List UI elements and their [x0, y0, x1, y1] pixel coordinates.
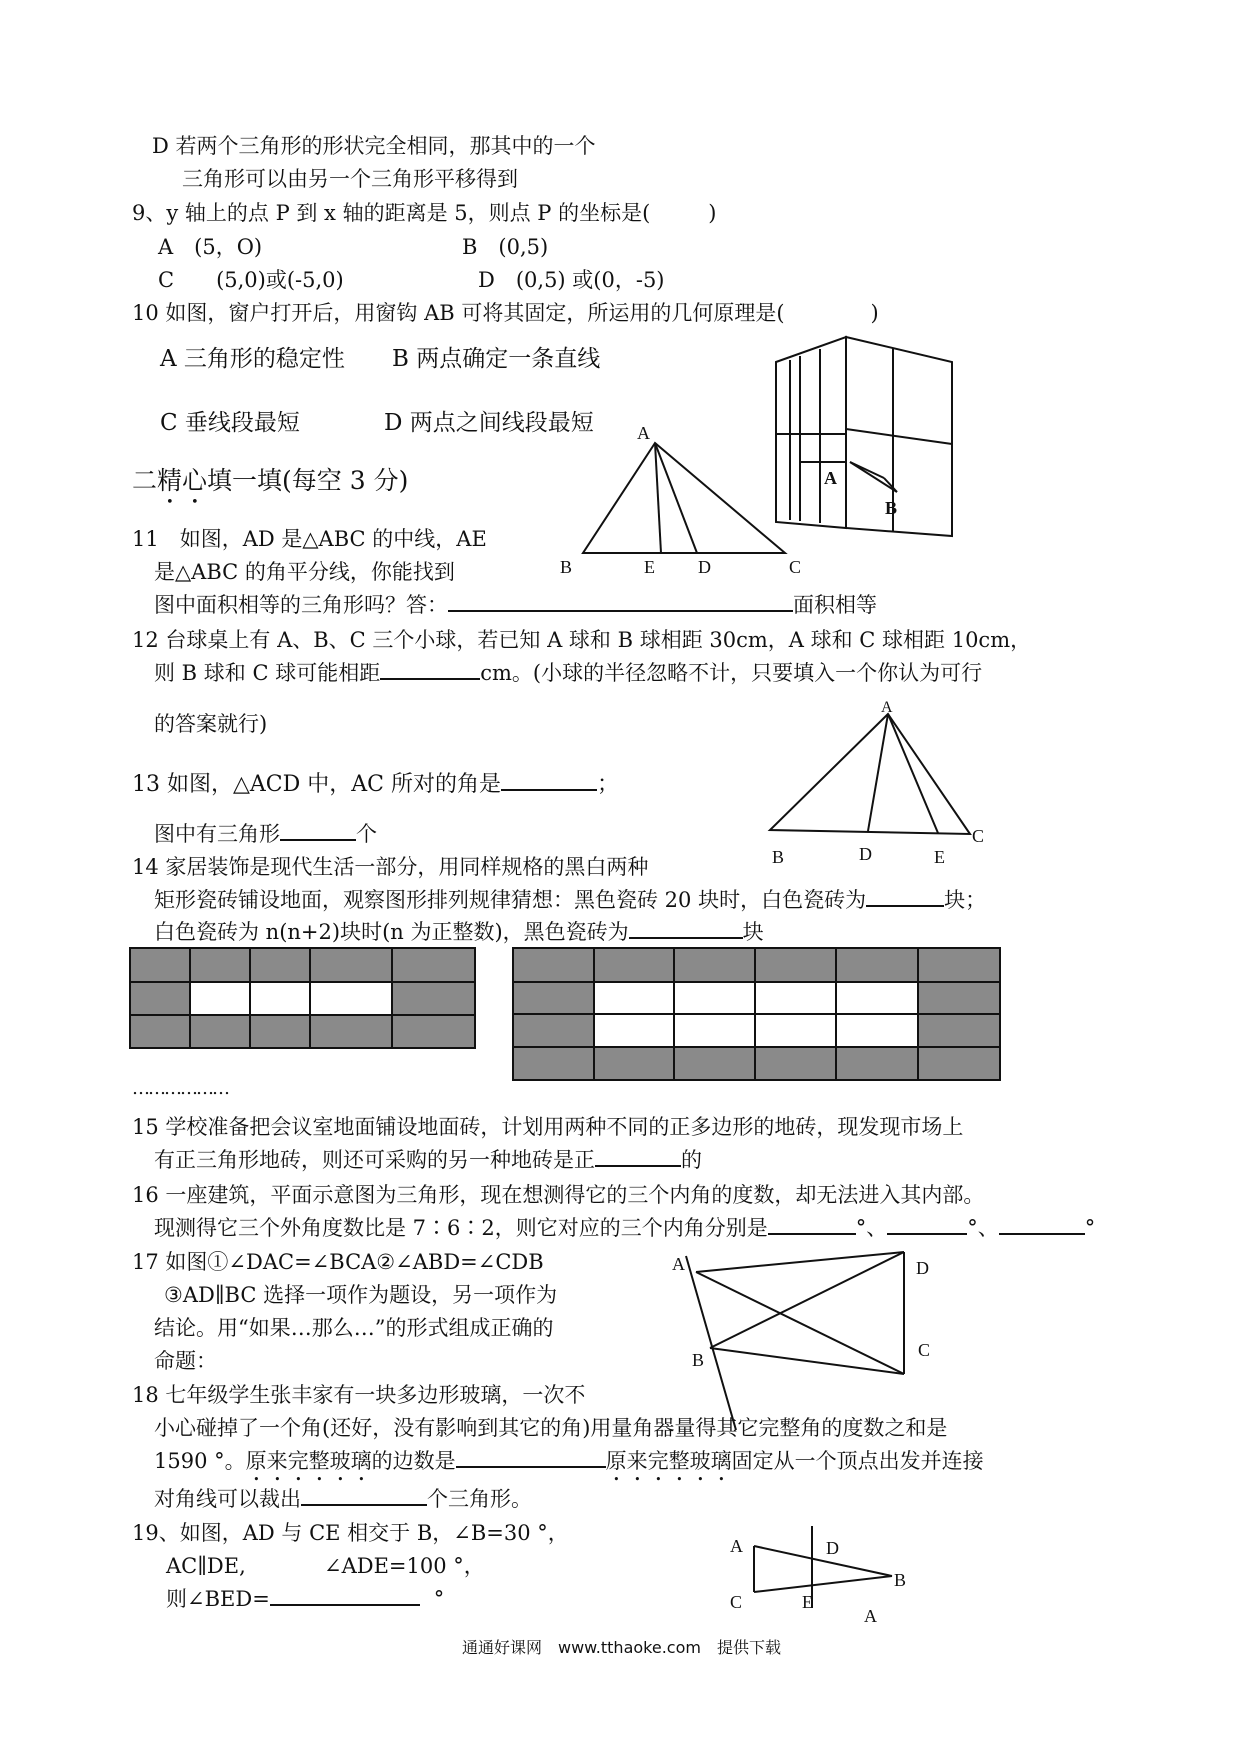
- q15-line2: 有正三角形地砖，则还可采购的另一种地砖是正 的: [154, 1148, 702, 1172]
- q19-line2a: AC∥DE,: [166, 1554, 246, 1578]
- tri1-label-d: D: [698, 557, 711, 577]
- q12-answer-blank[interactable]: [380, 677, 480, 680]
- q16-answer-blank-1[interactable]: [768, 1232, 856, 1235]
- q17-line1: 17 如图①∠DAC=∠BCA②∠ABD=∠CDB: [132, 1250, 544, 1274]
- q11-line2: 是△ABC 的角平分线，你能找到: [154, 560, 455, 584]
- q17-line2: ③AD∥BC 选择一项作为题设，另一项作为: [164, 1283, 558, 1307]
- tri1-label-e: E: [644, 557, 655, 577]
- tri2-label-b: B: [772, 847, 785, 867]
- q18-line4: 对角线可以裁出 个三角形。: [154, 1487, 532, 1511]
- q18-line1: 18 七年级学生张丰家有一块多边形玻璃，一次不: [132, 1383, 586, 1407]
- q12-line2: 则 B 球和 C 球可能相距 cm。(小球的半径忽略不计，只要填入一个你认为可行: [154, 661, 983, 685]
- q19-line2b: ∠ADE=100 °，: [324, 1554, 485, 1578]
- tile-pattern-2: [513, 948, 1000, 1080]
- q16-answer-blank-3[interactable]: [999, 1232, 1085, 1235]
- tri1-label-a: A: [637, 423, 650, 443]
- quad-label-c: C: [918, 1340, 931, 1360]
- q17-line4: 命题：: [154, 1349, 217, 1373]
- fig19-label-e: E: [802, 1592, 813, 1612]
- tri2-label-d: D: [859, 844, 872, 864]
- quad-label-b: B: [692, 1350, 705, 1370]
- q10-option-b: B 两点确定一条直线: [392, 346, 601, 372]
- q14-line2: 矩形瓷砖铺设地面，观察图形排列规律猜想：黑色瓷砖 20 块时，白色瓷砖为 块；: [154, 888, 987, 912]
- q13-answer-blank-2[interactable]: [280, 838, 356, 841]
- q10-option-a: A 三角形的稳定性: [160, 346, 345, 372]
- q14-line1: 14 家居装饰是现代生活一部分，用同样规格的黑白两种: [132, 855, 649, 879]
- q15-line1: 15 学校准备把会议室地面铺设地面砖，计划用两种不同的正多边形的地砖，现发现市场上: [132, 1115, 964, 1139]
- fig19-label-a: A: [730, 1536, 743, 1556]
- fig19-label-c: C: [730, 1592, 743, 1612]
- tri2-label-a: A: [881, 699, 893, 716]
- q17-line3: 结论。用“如果…那么…”的形式组成正确的: [154, 1316, 554, 1340]
- tri1-label-c: C: [789, 557, 802, 577]
- q9-option-c: C (5,0)或(-5,0): [158, 268, 344, 292]
- tile-pattern-1: [130, 948, 475, 1048]
- tri2-label-c: C: [972, 826, 985, 846]
- q19-answer-blank[interactable]: [270, 1603, 420, 1606]
- triangle-figure-q13: [760, 700, 1000, 870]
- tri2-label-e: E: [934, 847, 945, 867]
- q13-answer-blank-1[interactable]: [501, 788, 597, 791]
- q16-line1: 16 一座建筑，平面示意图为三角形，现在想测得它的三个内角的度数，却无法进入其内部。: [132, 1183, 985, 1207]
- window-label-b: B: [885, 498, 898, 518]
- q10-stem: 10 如图，窗户打开后，用窗钩 AB 可将其固定，所运用的几何原理是( ): [132, 301, 879, 325]
- q16-line2: 现测得它三个外角度数比是 7∶6∶2，则它对应的三个内角分别是 °、 °、 °: [154, 1216, 1096, 1240]
- q14-line3: 白色瓷砖为 n(n+2)块时(n 为正整数)，黑色瓷砖为 块: [154, 920, 764, 944]
- q18-answer-blank-1[interactable]: [456, 1465, 606, 1468]
- q14-answer-blank-1[interactable]: [866, 904, 944, 907]
- q13-line2: 图中有三角形 个: [154, 822, 377, 846]
- q14-ellipsis: ………………: [132, 1078, 228, 1099]
- q19-line1: 19、如图，AD 与 CE 相交于 B，∠B=30 °，: [132, 1521, 569, 1545]
- q12-line3: 的答案就行): [154, 712, 268, 736]
- figure-q19: [722, 1520, 922, 1630]
- q11-answer-blank[interactable]: [448, 609, 793, 612]
- q10-option-c: C 垂线段最短: [160, 410, 300, 436]
- q18-answer-blank-2[interactable]: [301, 1503, 427, 1506]
- q11-line1: 11 如图，AD 是△ABC 的中线，AE: [132, 527, 487, 551]
- q18-line2: 小心碰掉了一个角(还好，没有影响到其它的角)用量角器量得其它完整角的度数之和是: [154, 1416, 948, 1440]
- quad-label-d: D: [916, 1258, 929, 1278]
- q11-line3: 图中面积相等的三角形吗？答： 面积相等: [154, 593, 877, 617]
- triangle-figure-q11: [560, 425, 830, 585]
- q9-option-a: A (5，O): [158, 235, 263, 259]
- q9-option-d: D (0,5) 或(0，-5): [478, 268, 665, 292]
- q9-option-b: B (0,5): [462, 235, 549, 259]
- fig19-label-b: B: [894, 1570, 907, 1590]
- q12-line1: 12 台球桌上有 A、B、C 三个小球，若已知 A 球和 B 球相距 30cm，A 球和 C 球相距 10cm，: [132, 628, 1032, 652]
- page-footer: 通通好课网 www.tthaoke.com 提供下载: [462, 1638, 781, 1657]
- fig19-label-a2: A: [864, 1606, 877, 1626]
- q18-line3: 1590 °。原来完整玻璃的边数是 原来完整玻璃固定从一个顶点出发并连接: [154, 1449, 984, 1473]
- fig19-label-d: D: [826, 1538, 839, 1558]
- quad-label-a: A: [672, 1254, 685, 1274]
- q8-option-d-line1: D 若两个三角形的形状完全相同，那其中的一个: [152, 134, 596, 158]
- window-label-a: A: [824, 468, 837, 488]
- tri1-label-b: B: [560, 557, 573, 577]
- q13-line1: 13 如图，△ACD 中，AC 所对的角是 ；: [132, 772, 619, 797]
- q19-line3: 则∠BED= °: [166, 1587, 445, 1611]
- q15-answer-blank[interactable]: [595, 1164, 681, 1167]
- q9-stem: 9、y 轴上的点 P 到 x 轴的距离是 5，则点 P 的坐标是( ): [132, 201, 717, 225]
- q14-answer-blank-2[interactable]: [629, 936, 743, 939]
- q8-option-d-line2: 三角形可以由另一个三角形平移得到: [182, 167, 518, 191]
- q10-option-d: D 两点之间线段最短: [384, 410, 594, 436]
- section-2-heading: 二精心填一填(每空 3 分): [132, 466, 409, 495]
- q16-answer-blank-2[interactable]: [887, 1232, 967, 1235]
